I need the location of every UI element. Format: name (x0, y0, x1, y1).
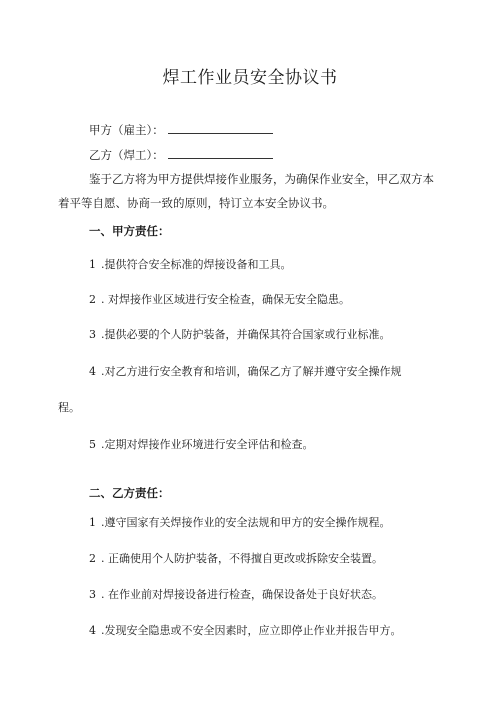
item-number: 5 (89, 438, 96, 451)
section-a-item-2 (89, 291, 350, 307)
item-number: 2 (89, 293, 96, 306)
section-a-item-3 (89, 326, 391, 342)
party-b-label: 乙方（焊工）： (89, 148, 164, 162)
item-text: .定期对焊接作业环境进行安全评估和检查。 (101, 438, 314, 451)
party-a-label: 甲方（雇主）： (89, 123, 164, 137)
party-b-line (89, 146, 273, 163)
section-a-item-4 (89, 363, 402, 379)
document-title: 焊工作业员安全协议书 (162, 68, 338, 88)
section-b-item-3 (89, 586, 383, 602)
section-b-item-4 (89, 622, 402, 638)
section-a-item-4-continuation: 程。 (58, 401, 80, 414)
item-text: .提供符合安全标准的焊接设备和工具。 (101, 258, 292, 271)
item-text: .对乙方进行安全教育和培训，确保乙方了解并遵守安全操作规 (101, 365, 402, 378)
section-b-item-1 (89, 514, 391, 530)
section-b-heading: 二、乙方责任： (89, 486, 170, 500)
item-text: . 正确使用个人防护装备，不得擅自更改或拆除安全装置。 (101, 552, 383, 565)
item-number: 3 (89, 588, 96, 601)
party-a-blank (168, 121, 273, 134)
section-a-item-5 (89, 436, 314, 452)
item-number: 1 (89, 516, 96, 529)
item-text: .遵守国家有关焊接作业的安全法规和甲方的安全操作规程。 (101, 516, 391, 529)
item-number: 3 (89, 328, 96, 341)
item-number: 4 (89, 624, 96, 637)
intro-line-2: 着平等自愿、协商一致的原则，特订立本安全协议书。 (58, 196, 334, 210)
section-a-heading: 一、甲方责任： (89, 224, 170, 238)
item-number: 2 (89, 552, 96, 565)
section-a-item-1 (89, 256, 292, 272)
party-a-line (89, 121, 273, 138)
item-text: . 对焊接作业区域进行安全检查，确保无安全隐患。 (101, 293, 350, 306)
section-b-item-2 (89, 550, 383, 566)
item-text: .发现安全隐患或不安全因素时，应立即停止作业并报告甲方。 (101, 624, 402, 637)
item-number: 1 (89, 258, 96, 271)
intro-line-1: 鉴于乙方将为甲方提供焊接作业服务，为确保作业安全，甲乙双方本 (89, 172, 434, 186)
party-b-blank (168, 146, 273, 159)
item-number: 4 (89, 365, 96, 378)
item-text: . 在作业前对焊接设备进行检查，确保设备处于良好状态。 (101, 588, 383, 601)
item-text: .提供必要的个人防护装备，并确保其符合国家或行业标准。 (101, 328, 391, 341)
